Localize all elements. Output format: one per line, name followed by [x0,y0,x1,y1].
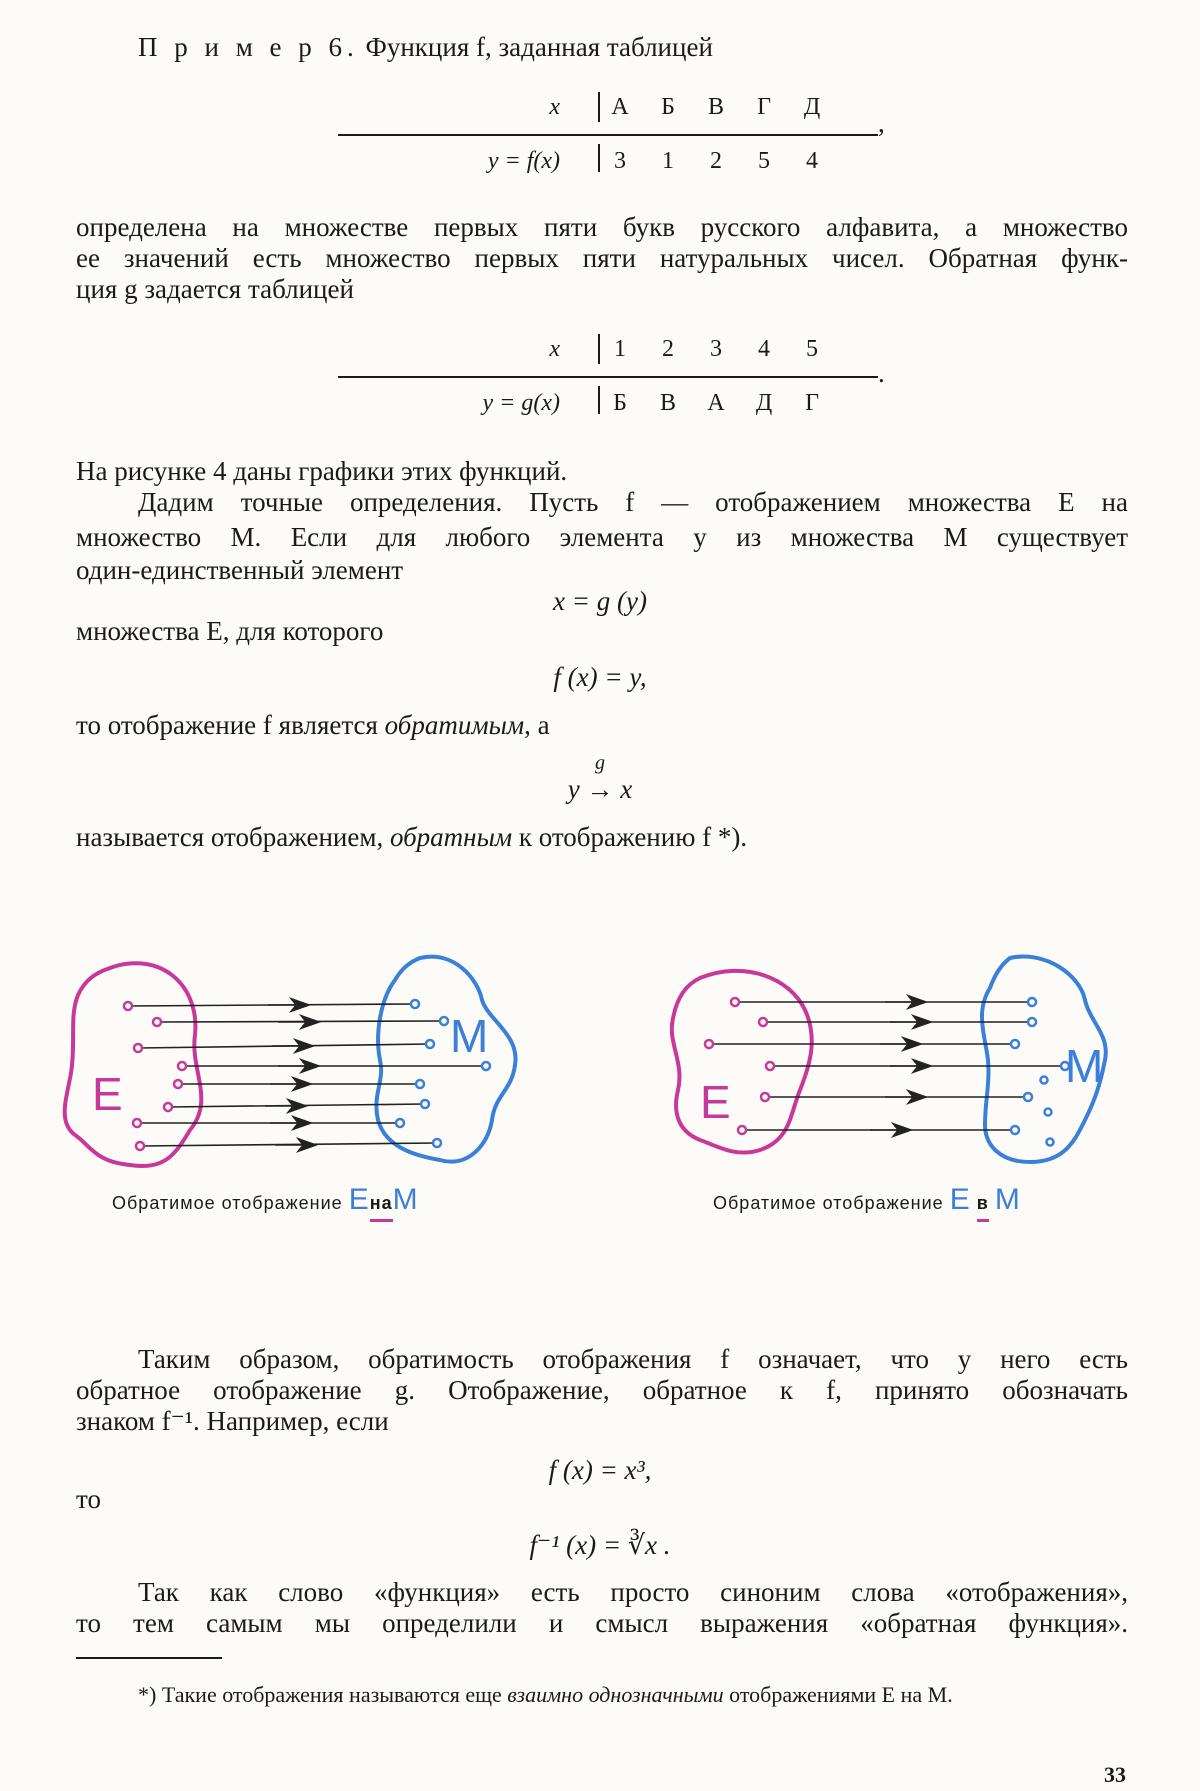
table-f-y-cell: 2 [710,147,722,174]
caption-into-v: в [977,1193,989,1222]
table-f-x-cell: Г [757,93,771,120]
formula-x-eq-g-y: x = g (y) [553,586,647,616]
set-m-label: M [1065,1040,1104,1092]
para-1-line: ция g задается таблицей [76,274,354,304]
set-m-blob [376,957,515,1162]
word-to: то [76,1484,101,1514]
para-6 [76,822,747,853]
footnote [138,1682,953,1708]
footnote-term: взаимно однозначными [507,1682,724,1707]
table-f-x-row [330,86,890,128]
table-g-y-cell: Г [805,389,819,416]
para-6-tail: к отображению f *). [518,822,748,852]
caption-into-e: E [949,1183,971,1216]
table-g-x-cell: 1 [614,335,626,362]
para-6-term: обратным [389,822,513,852]
footnote-rule [76,1657,222,1659]
table-f-divider-bottom [598,144,600,172]
table-f-x-cell: Д [803,93,821,120]
table-f-rule [338,134,878,136]
table-f-y-row [330,140,890,182]
table-g-y-label: y = g(x) [482,389,560,416]
caption-onto-text: Обратимое отображение [112,1193,349,1213]
table-g-x-cell: 3 [710,335,722,362]
formula-arrow-label: g [595,752,605,774]
para-8-line: то тем самым мы определили и смысл выражения «обратная функция». [76,1608,1128,1638]
table-f-y-cell: 1 [662,147,674,174]
table-f-y-label: y = f(x) [487,147,560,174]
para-3-line: Дадим точные определения. Пусть f — отображением множества E на [138,487,1128,517]
formula-y-to-x: y → x [567,774,633,804]
diagram-onto [65,957,516,1166]
formula-f-x-eq-y: f (x) = y, [553,662,647,692]
para-7-line: знаком f⁻¹. Например, если [76,1406,389,1436]
para-8-line: Так как слово «функция» есть просто синоним слова «отображения», [138,1577,1128,1607]
example-intro: Функция f, заданная таблицей [365,32,713,62]
figure-mappings [0,940,1200,1210]
table-f-y-cell: 3 [614,147,626,174]
table-f-y-cell: 5 [758,147,770,174]
table-g-x-label: x [549,335,560,362]
table-f-x-cell: А [611,93,629,120]
para-5-term: обратимым [384,710,525,740]
para-3-line: один-единственный элемент [76,555,404,585]
caption-onto [112,1183,419,1217]
caption-onto-e: E [348,1183,370,1216]
caption-into-text: Обратимое отображение [713,1193,950,1213]
set-e-label: E [700,1076,731,1128]
table-f-x-label: x [549,93,560,120]
formula-inverse-cube-root: f⁻¹ (x) = ∛x . [529,1530,671,1560]
table-g-y-cell: В [659,389,676,416]
table-f [330,86,890,186]
para-6-text: называется отображением, [76,822,384,852]
example-heading: П р и м е р 6. [138,32,359,62]
para-7-line: обратное отображение g. Отображение, обратное к f, принято обозначать [76,1375,1128,1405]
table-g-y-cell: Д [755,389,773,416]
para-3-line: множество M. Если для любого элемента y из множества M существует [76,522,1128,552]
table-g-y-row [330,382,890,424]
para-1-line: определена на множестве первых пяти букв русского алфавита, а множество [76,212,1128,242]
table-g [330,328,890,428]
set-e-label: E [92,1068,123,1120]
caption-onto-na: на [370,1193,393,1222]
caption-into-m: M [994,1183,1021,1216]
table-g-y-cell: Б [613,389,627,416]
footnote-tail: отображениями E на M. [729,1682,953,1707]
para-5-tail: , а [524,710,550,740]
formula-f-x-cube: f (x) = x³, [548,1455,652,1485]
table-f-trailing: , [878,108,885,138]
table-g-x-row [330,328,890,370]
para-7-line: Таким образом, обратимость отображения f означает, что у него есть [138,1344,1128,1374]
table-f-x-cell: В [707,93,724,120]
table-f-x-cell: Б [661,93,675,120]
table-g-x-cell: 5 [806,335,818,362]
set-m-label: M [450,1010,489,1062]
page-number: 33 [1104,1762,1126,1787]
para-5 [76,710,550,741]
table-f-divider-top [598,92,600,122]
caption-into [713,1183,1021,1217]
para-1-line: ее значений есть множество первых пяти натуральных чисел. Обратная функ- [76,243,1128,273]
table-f-y-cell: 4 [806,147,818,174]
table-g-x-cell: 4 [758,335,770,362]
para-4: множества E, для которого [76,616,384,646]
table-g-divider-top [598,334,600,364]
table-g-divider-bottom [598,386,600,414]
table-g-rule [338,376,878,378]
table-g-y-cell: А [707,389,725,416]
para-2: На рисунке 4 даны графики этих функций. [76,456,568,486]
example-heading-line [138,32,713,63]
table-g-trailing: . [878,358,885,388]
diagram-into [672,956,1106,1162]
table-g-x-cell: 2 [662,335,674,362]
footnote-text: *) Такие отображения называются еще [138,1682,502,1707]
para-5-text: то отображение f является [76,710,378,740]
caption-onto-m: M [392,1183,419,1216]
